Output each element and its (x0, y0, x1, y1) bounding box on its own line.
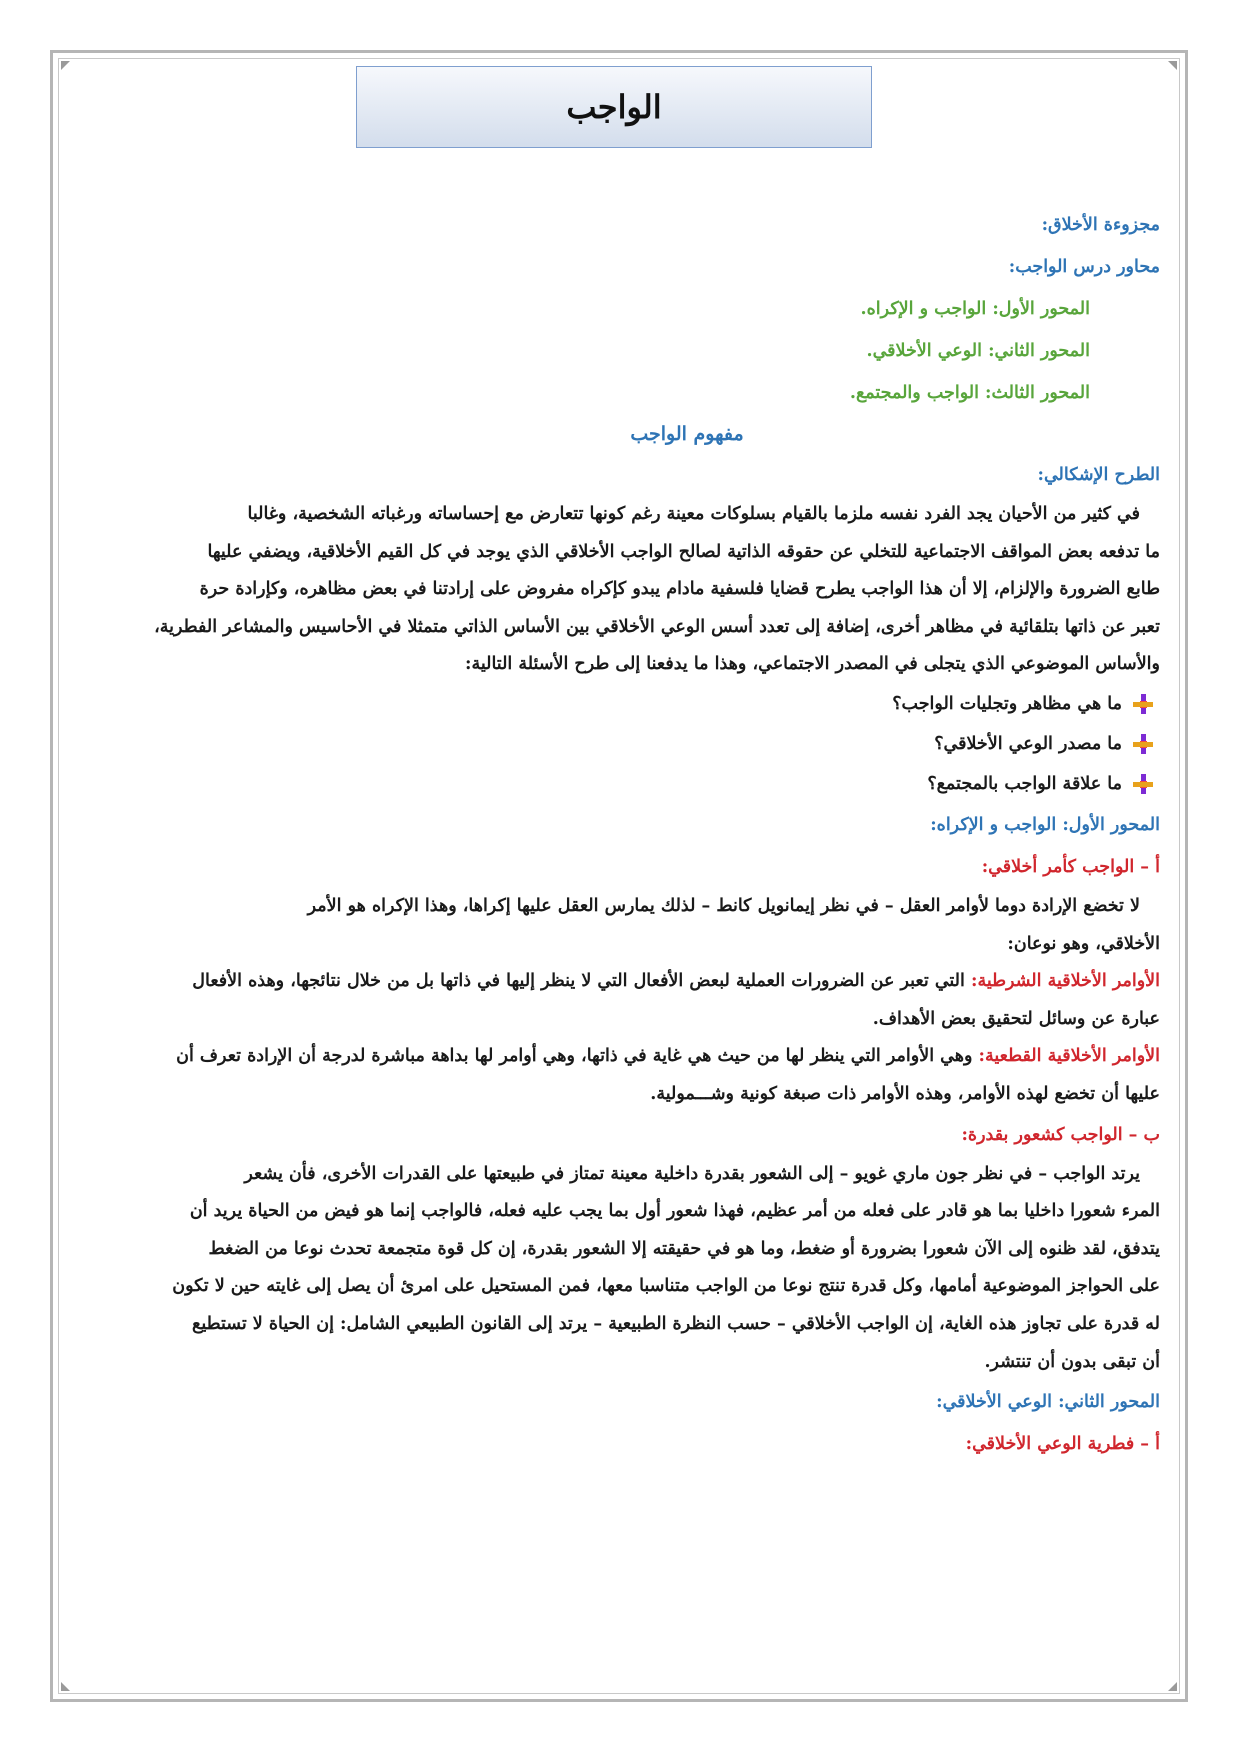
section-a2-heading: أ – فطرية الوعي الأخلاقي: (965, 1434, 1160, 1455)
paragraph-line: له قدرة على تجاوز هذه الغاية، إن الواجب الأخلاقي – حسب النظرة الطبيعية – يرتد إلى القانون الطبيعي الشامل: إن الحياة لا تستطيع (192, 1313, 1160, 1334)
conditional-label: الأوامر الأخلاقية الشرطية: (970, 971, 1160, 992)
cross-bullet-icon (1132, 693, 1154, 715)
question-text: ما هي مظاهر وتجليات الواجب؟ (892, 693, 1122, 714)
cross-bullet-icon (1132, 733, 1154, 755)
section-b-heading: ب – الواجب كشعور بقدرة: (961, 1124, 1160, 1145)
paragraph-line: عبارة عن وسائل لتحقيق بعض الأهداف. (872, 1008, 1160, 1029)
question-text: ما علاقة الواجب بالمجتمع؟ (927, 773, 1122, 794)
page-title: الواجب (356, 66, 872, 148)
axes-heading: محاور درس الواجب: (1008, 257, 1160, 277)
axis2-heading: المحور الثاني: الوعي الأخلاقي: (936, 1392, 1160, 1413)
question-item (84, 684, 1154, 724)
paragraph-line: يرتد الواجب – في نظر جون ماري غويو – إلى الشعور بقدرة داخلية معينة تمتاز في طبيعتها على القدرات الأخرى، فأن يشعر (244, 1163, 1140, 1184)
concept-title: مفهوم الواجب (630, 423, 744, 445)
question-item (84, 764, 1154, 804)
categorical-line (84, 1038, 1160, 1076)
paragraph-line: في كثير من الأحيان يجد الفرد نفسه ملزما بالقيام بسلوكات معينة رغم كونها تتعارض مع إحساساته ورغباته الشخصية، وغالبا (247, 504, 1140, 524)
categorical-label: الأوامر الأخلاقية القطعية: (978, 1046, 1160, 1067)
categorical-text: وهي الأوامر التي ينظر لها من حيث هي غاية في ذاتها، وهي أوامر لها بداهة مباشرة لدرجة أن الإرادة تعرف أن (176, 1046, 979, 1067)
paragraph-line: تعبر عن ذاتها بتلقائية في مظاهر أخرى، إضافة إلى تعدد أسس الوعي الأخلاقي بين الأساس الذاتي متمثلا في الأحاسيس والمشاعر الفطرية، (154, 616, 1160, 637)
paragraph-line: عليها أن تخضع لهذه الأوامر، وهذه الأوامر ذات صبغة كونية وشـــمولية. (650, 1083, 1160, 1104)
paragraph-line: ما تدفعه بعض المواقف الاجتماعية للتخلي عن حقوقه الذاتية لصالح الواجب الأخلاقي الذي يوجد في كل القيم الأخلاقية، ويضفي عليها (207, 541, 1160, 562)
axis-item: المحور الثالث: الواجب والمجتمع. (849, 383, 1090, 403)
corner-ornament (61, 61, 70, 70)
question-item (84, 724, 1154, 764)
conditional-line (84, 963, 1160, 1001)
cross-bullet-icon (1132, 773, 1154, 795)
problem-heading: الطرح الإشكالي: (1037, 465, 1160, 485)
document-body (84, 204, 1160, 1465)
paragraph-line: الأخلاقي، وهو نوعان: (1007, 933, 1160, 954)
questions-list (84, 684, 1160, 804)
section-a-heading: أ – الواجب كأمر أخلاقي: (981, 856, 1160, 877)
section-b-paragraph (84, 1156, 1160, 1382)
axis-item: المحور الثاني: الوعي الأخلاقي. (866, 341, 1090, 361)
paragraph-line: أن تبقى بدون أن تنتشر. (984, 1351, 1160, 1372)
corner-ornament (1168, 61, 1177, 70)
corner-ornament (1168, 1682, 1177, 1691)
axis-item: المحور الأول: الواجب و الإكراه. (860, 299, 1090, 319)
corner-ornament (61, 1682, 70, 1691)
paragraph-line: المرء شعورا داخليا بما هو قادر على فعله من أمر عظيم، فهذا شعور أول بما يجب عليه فعله، فالواجب إنما هو فيض من الحياة يريد أن (189, 1201, 1160, 1222)
paragraph-line: يتدفق، لقد ظنوه إلى الآن شعورا بضرورة أو ضغط، وما هو في حقيقته إلا الشعور بقدرة، إن كل قوة متجمعة تحدث نوعا من الضغط (208, 1238, 1160, 1259)
conditional-text: التي تعبر عن الضرورات العملية لبعض الأفعال التي لا ينظر إليها في ذاتها بل من خلال نتائجها، وهذه الأفعال (192, 971, 971, 992)
question-text: ما مصدر الوعي الأخلاقي؟ (934, 733, 1122, 754)
axis1-heading: المحور الأول: الواجب و الإكراه: (930, 814, 1160, 835)
paragraph-line: لا تخضع الإرادة دوما لأوامر العقل – في نظر إيمانويل كانط – لذلك يمارس العقل عليها إكراها، وهذا الإكراه هو الأمر (307, 895, 1140, 916)
paragraph-line: على الحواجز الموضوعية أمامها، وكل قدرة تنتج نوعا من الواجب متناسبا معها، فمن المستحيل على امرئ أن يصل إلى غايته حين لا تكون (172, 1276, 1160, 1297)
module-heading: مجزوءة الأخلاق: (1041, 215, 1160, 235)
paragraph-line: والأساس الموضوعي الذي يتجلى في المصدر الاجتماعي، وهذا ما يدفعنا إلى طرح الأسئلة التالية: (465, 654, 1160, 675)
problem-paragraph (84, 496, 1160, 684)
paragraph-line: طابع الضرورة والإلزام، إلا أن هذا الواجب يطرح قضايا فلسفية مادام يبدو كإكراه مفروض على إرادتنا في بعض مظاهره، وكإرادة حرة (199, 579, 1160, 600)
